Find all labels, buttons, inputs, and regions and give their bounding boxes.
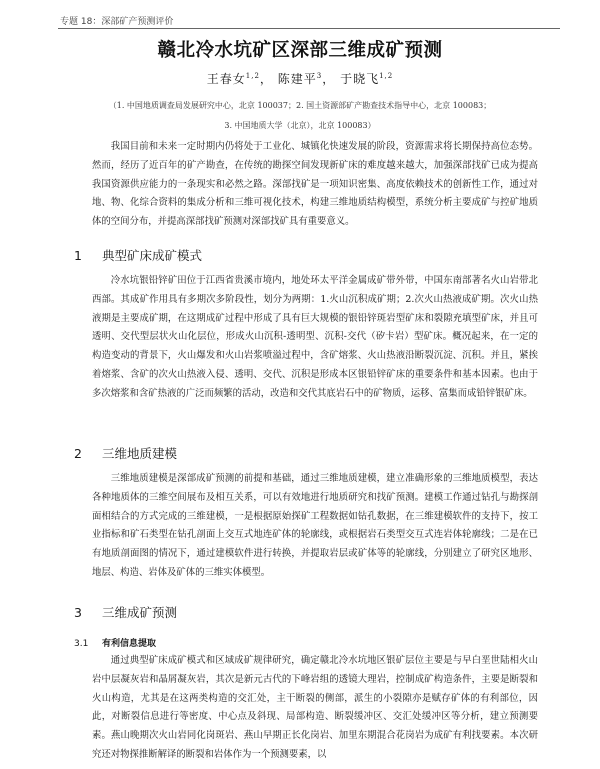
author-name: 于晓飞 — [340, 72, 380, 86]
running-head: 专题 18：深部矿产预测评价 — [60, 17, 174, 27]
section-heading — [74, 605, 177, 621]
author-affil-mark: 1,2 — [379, 72, 394, 80]
subsection-paragraph: 通过典型矿床成矿模式和区域成矿规律研究，确定赣北冷水坑地区银矿层位主要是与早白垩世陆相火山岩中层凝灰岩和晶屑凝灰岩，其次是新元古代的下峰岩组的透镜大理岩，控制成矿构造条件，主要是断裂和火山构造，尤其是在这两类构造的交汇处，主干断裂的侧部，派生的小裂隙亦是赋存矿体的有利部位，因此，对断裂信息进行等密度、中心点及斜现、局部构造、断裂缓冲区、交汇处缓冲区等分析，建立预测要素。燕山晚期次火山岩同化岗斑岩、燕山早期正长化岗岩、加里东期混合花岗岩为成矿有利找要素。本次研究还对物探推断解译的断裂和岩体作为一个预测要素，以 — [92, 655, 538, 760]
subsection-title: 有利信息提取 — [102, 639, 157, 649]
section-number: 3 — [74, 605, 82, 620]
section-number: 2 — [74, 446, 82, 461]
intro-paragraph: 我国目前和未来一定时期内仍将处于工业化、城镇化快速发展的阶段，资源需求将长期保持高位态势。然而，经历了近百年的矿产勘查，在传统的勘探空间发现新矿床的难度越来越大，加强深部找矿已成为提高我国资源供应能力的一条现实和必然之路。深部找矿是一项知识密集、高度依赖技术的创新性工作，通过对地、物、化综合资料的集成分析和三维可视化技术，构建三维地质结构模型，系统分析主要成矿与控矿地质体的空间分布，并提高深部找矿预测对深部找矿具有重要意义。 — [92, 141, 538, 228]
section-paragraph: 冷水坑银铅锌矿田位于江西省贵溪市境内，地处环太平洋金属成矿带外带，中国东南部著名火山岩带北西部。其成矿作用具有多期次多阶段性，划分为两期：1.火山沉积成矿期；2.次火山热液成矿期。次火山热液期是主要成矿期，在这期成矿过程中形成了具有巨大规模的银铅锌斑岩型矿床和裂隙充填型矿床，并且可透明、交代型层状火山化层位，形成火山沉积-透明型、沉积-交代（矽卡岩）型矿床。概况起来，在一定的构造变动的背景下，火山爆发和火山岩浆喷溢过程中，含矿熔浆、火山热液沿断裂沉淀、沉积。并且，紧挨着熔浆、含矿的次火山热液入侵、透明、交代、沉积是形成本区银铅锌矿床的重要条件和基本因素。也由于多次熔浆和含矿热液的广泛而频繁的活动，改造和交代其底岩石中的矿物质，运移、富集而成铅锌银矿床。 — [92, 275, 538, 399]
section-number: 1 — [74, 248, 82, 263]
section-heading — [74, 446, 177, 462]
author-affil-mark: 1,2 — [245, 72, 260, 80]
author-separator: ， — [322, 72, 336, 86]
subsection-number: 3.1 — [74, 639, 89, 649]
author-separator: ， — [259, 72, 273, 86]
author-name: 王春女 — [206, 72, 246, 86]
paper-title: 赣北冷水坑矿区深部三维成矿预测 — [157, 40, 443, 61]
subsection-heading — [74, 636, 156, 649]
author-affil-mark: 3 — [316, 72, 323, 80]
section-title: 三维成矿预测 — [102, 605, 178, 620]
affiliation-line: （1. 中国地质调查局发展研究中心，北京 100037；2. 国土资源部矿产勘查技术指导中心，北京 100083； — [108, 101, 492, 110]
affiliation-line: 3. 中国地质大学（北京），北京 100083） — [224, 121, 376, 130]
header-divider — [58, 28, 560, 29]
section-heading — [74, 248, 202, 264]
section-title: 三维地质建模 — [102, 446, 178, 461]
author-list — [0, 70, 600, 87]
section-paragraph: 三维地质建模是深部成矿预测的前提和基础，通过三维地质建模，建立准确形象的三维地质模型，表达各种地质体的三维空间展布及相互关系，可以有效地进行地质研究和找矿预测。建模工作通过钻孔与勘探剖面相结合的方式完成的三维建模，一是根据原始探矿工程数据如钻孔数据，在三维建模软件的支持下，按工业指标和矿石类型在钻孔剖面上交互式地连矿体的轮廓线，或根据岩石类型交互式连岩体轮廓线；二是在已有地质剖面图的情况下，通过建模软件进行转换，并提取岩层或矿体等的轮廓线，分别建立了研究区地形、地层、构造、岩体及矿体的三维实体模型。 — [92, 473, 538, 578]
author-name: 陈建平 — [277, 72, 317, 86]
section-title: 典型矿床成矿模式 — [102, 248, 203, 263]
